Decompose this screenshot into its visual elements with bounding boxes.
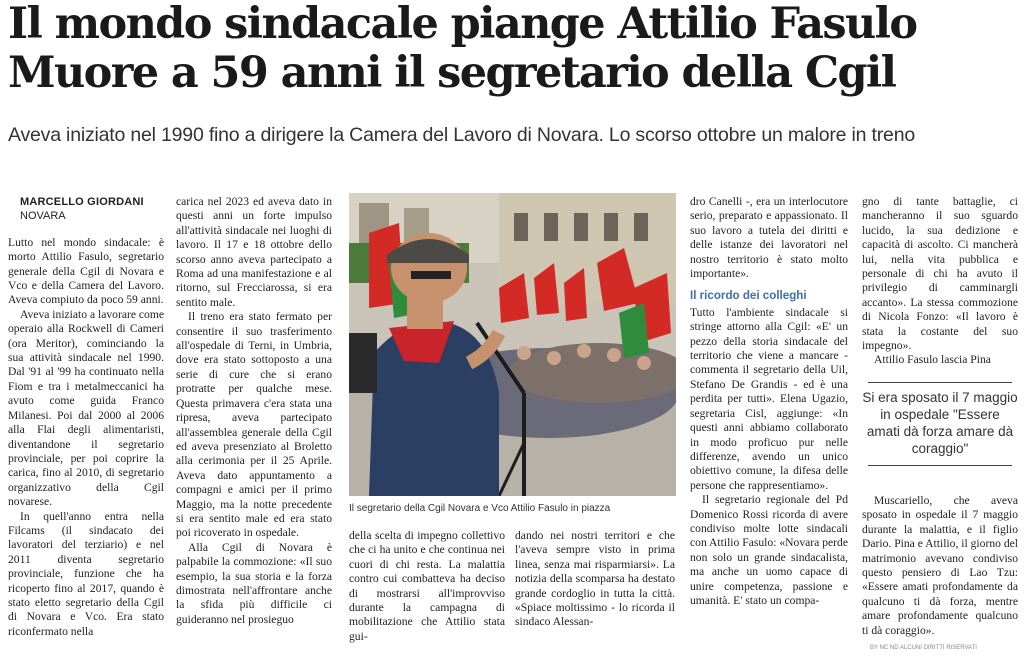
- column-1: [8, 195, 164, 639]
- paragraph: Muscariello, che aveva sposato in ospedale il 7 maggio durante la malattia, e il figlio Dario. Pina e Attilio, il giorno del matrimonio avevano condiviso questo pensiero di Lao Tzu: «Essere amati profondamente da qualcuno ti dà forza, mentre amare profondamente qualcuno ti dà coraggio».: [862, 494, 1018, 637]
- paragraph: Lutto nel mondo sindacale: è morto Attilio Fasulo, segretario generale della Cgil di Novara e Vco e della Camera del Lavoro. Aveva compiuto da poco 59 anni.: [8, 235, 164, 307]
- column-5: [690, 195, 848, 608]
- rights-notice: BY NC ND ALCUNI DIRITTI RISERVATI: [870, 645, 977, 651]
- paragraph: Alla Cgil di Novara è palpabile la commozione: «Il suo esempio, la sua storia e la forza dimostrata nell'affrontare anche la sfida più difficile ci guideranno nel prosieguo: [176, 540, 332, 626]
- paragraph: della scelta di impegno collettivo che ci ha unito e che continua nei cuori di chi resta. La malattia contro cui combatteva ha deciso di mostrarsi all'improvviso durante la campagna di mobilitazione che Attilio stata gui-: [349, 529, 505, 643]
- paragraph: dro Canelli -, era un interlocutore serio, preparato e appassionato. Il suo lavoro a tutela dei diritti e delle istanze dei lavoratori nel nostro territorio è stato molto importante».: [690, 195, 848, 281]
- column-3: [349, 529, 505, 644]
- flag-green: [619, 303, 649, 358]
- byline-place: NOVARA: [20, 210, 66, 223]
- column-6: [862, 195, 1018, 368]
- paragraph: carica nel 2023 ed aveva dato in questi anni un forte impulso all'attività sindacale nei luoghi di lavoro. Il 17 e 18 ottobre dello scorso anno aveva partecipato a Roma ad una manifestazione e al ritorno, sul Frecciarossa, si era sentito male.: [176, 195, 332, 309]
- paragraph: gno di tante battaglie, ci mancheranno il suo sguardo lucido, la sua dedizione e capacità di ascolto. Ci mancherà lui, nella vita pubblica e personale di chi ha avuto il privilegio di camminargli accanto». La stessa commozione di Nicola Fonzo: «Il lavoro è stata la costante del suo impegno».: [862, 195, 1018, 353]
- pull-quote-rule-bottom: [868, 465, 1012, 466]
- rally-photo: [349, 193, 676, 496]
- paragraph: Il treno era stato fermato per consentire il suo trasferimento all'ospedale di Terni, in Umbria, dove era stato sottoposto a una serie di cure che si erano protratte per qualche mese. Questa primavera c'era stata una ripresa, aveva partecipato all'assemblea generale della Cgil ed aveva presenziato al Broletto alla cerimonia per il 25 Aprile. Aveva dato appuntamento a compagni e amici per il primo Maggio, ma la notte precedente si era sentito male ed era stato poi ricoverato in ospedale.: [176, 310, 332, 540]
- headline-line-2: Muore a 59 anni il segretario della Cgil: [8, 48, 896, 98]
- column-4: [515, 529, 675, 630]
- section-subhead: Il ricordo dei colleghi: [690, 289, 807, 303]
- pull-quote: [862, 382, 1018, 466]
- paragraph: Aveva iniziato a lavorare come operaio alla Rockwell di Cameri (ora Meritor), cominciando la sua attività sindacale nel 1990. Dal '91 al '99 ha continuato nella Fiom e tra i metalmeccanici ha avuto come guida Franco Milanesi. Poi dal 2000 al 2006 alla Flai degli alimentaristi, diventandone il segretario provinciale, per poi coprire la carica, fino al 2010, di segretario organizzativo della Cgil novarese.: [8, 307, 164, 509]
- paragraph: Il segretario regionale del Pd Domenico Rossi ricorda di avere condiviso molte lotte sindacali con Attilio Fasulo: «Novara perde non solo un grande sindacalista, ma anche un uomo capace di unire competenza, passione e umanità. E' stato un compa-: [690, 493, 848, 607]
- headline-line-1: Il mondo sindacale piange Attilio Fasulo: [8, 0, 917, 49]
- byline-author: MARCELLO GIORDANI: [20, 196, 144, 208]
- article-subtitle: Aveva iniziato nel 1990 fino a dirigere la Camera del Lavoro di Novara. Lo scorso ottobre un malore in treno: [8, 124, 915, 146]
- column-2: [176, 195, 332, 627]
- column-6-continued: [862, 494, 1018, 638]
- paragraph: In quell'anno entra nella Filcams (il sindacato dei lavoratori del terziario) e nel 2011 diventa segretario provinciale, funzione che ha ricoperto fino al 2017, quando è stato eletto segretario della Cgil di Novara e Vco. Era stato riconfermato nella: [8, 509, 164, 638]
- paragraph: Attilio Fasulo lascia Pina: [874, 353, 991, 367]
- pull-quote-text: Si era sposato il 7 maggio in ospedale "Essere amati dà forza amare dà coraggio": [862, 390, 1018, 456]
- rally-photo-image: [349, 193, 676, 496]
- photo-caption: Il segretario della Cgil Novara e Vco Attilio Fasulo in piazza: [349, 503, 611, 514]
- paragraph: Tutto l'ambiente sindacale si stringe attorno alla Cgil: «E' un pezzo della storia sindacale del territorio che viene a mancare - commenta il segretario della Uil, Stefano De Grandis - ed è una perdita per tutti». Elena Ugazio, segretaria Cisl, aggiunge: «In questi anni abbiamo collaborato in modo proficuo pur nelle differenze, avendo un unico obiettivo comune, la difesa delle persone che rappresentiamo».: [690, 305, 848, 492]
- paragraph: dando nei nostri territori e che l'aveva sempre visto in prima linea, senza mai risparmiarsi». La notizia della scomparsa ha destato grande cordoglio in tutta la città. «Spiace moltissimo - lo ricorda il sindaco Alessan-: [515, 529, 675, 629]
